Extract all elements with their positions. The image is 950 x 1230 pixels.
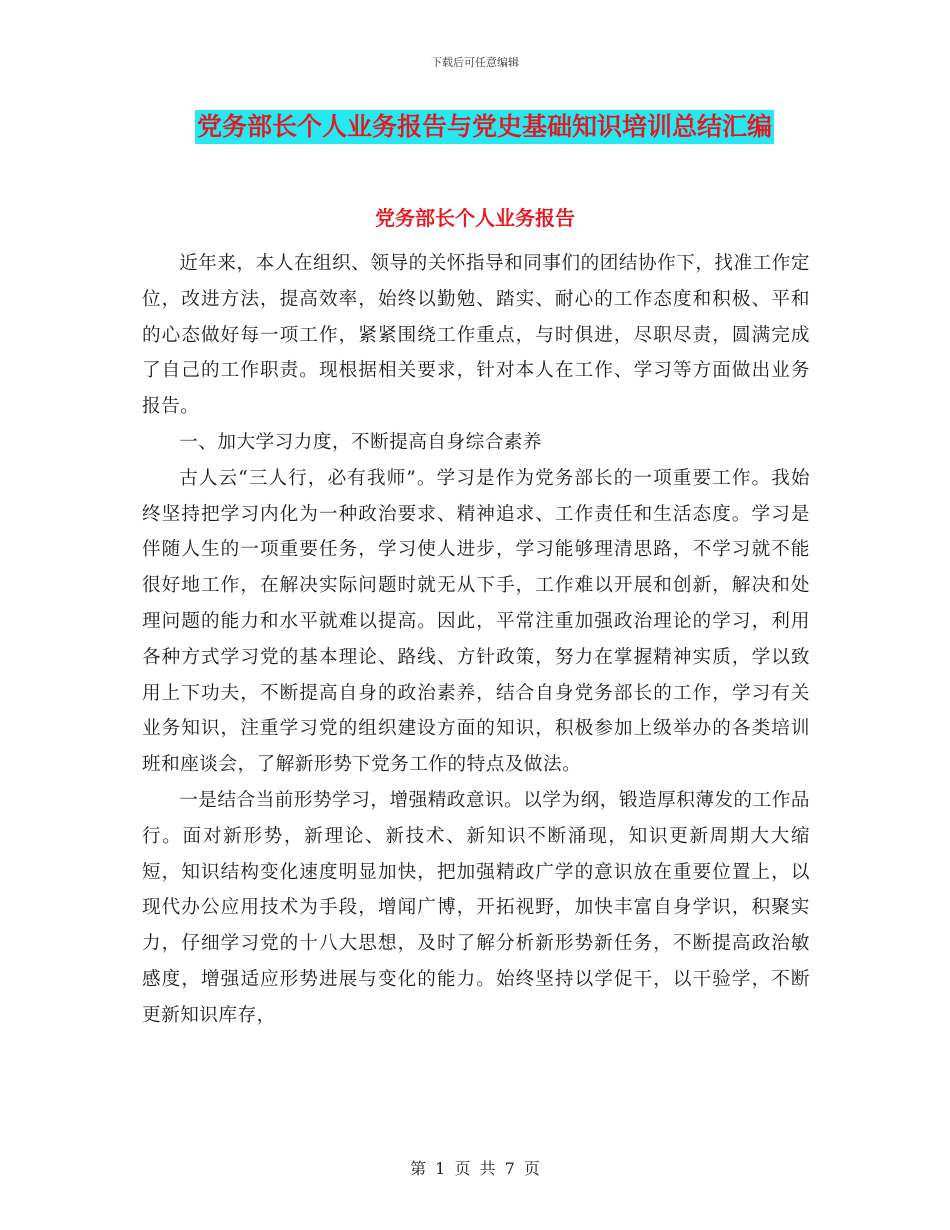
paragraph-point-1: 一是结合当前形势学习，增强精政意识。以学为纲，锻造厚积薄发的工作品行。面对新形势，新理论、新技术、新知识不断涌现，知识更新周期大大缩短，知识结构变化速度明显加快，把加强精政广学的意识放在重要位置上，以现代办公应用技术为手段，增闻广博，开拓视野，加快丰富自身学识，积聚实力，仔细学习党的十八大思想，及时了解分析新形势新任务，不断提高政治敏感度，增强适应形势进展与变化的能力。始终坚持以学促干，以干验学，不断更新知识库存， [142, 789, 810, 1026]
page-footer: 第 1 页 共 7 页 [410, 1159, 540, 1178]
paragraph-intro: 近年来，本人在组织、领导的关怀指导和同事们的团结协作下，找准工作定位，改进方法，提高效率，始终以勤勉、踏实、耐心的工作态度和积极、平和的心态做好每一项工作，紧紧围绕工作重点，与时俱进，尽职尽责，圆满完成了自己的工作职责。现根据相关要求，针对本人在工作、学习等方面做出业务报告。 [142, 253, 810, 418]
paragraph-heading-1: 一、加大学习力度，不断提高自身综合素养 [179, 431, 542, 453]
body-text [142, 246, 810, 1034]
document-title: 党务部长个人业务报告与党史基础知识培训总结汇编 [195, 110, 774, 144]
header-note: 下载后可任意编辑 [431, 56, 519, 69]
paragraph-study: 古人云“三人行，必有我师”。学习是作为党务部长的一项重要工作。我始终坚持把学习内化为一种政治要求、精神追求、工作责任和生活态度。学习是伴随人生的一项重要任务，学习使人进步，学习能够理清思路，不学习就不能很好地工作，在解决实际问题时就无从下手，工作难以开展和创新，解决和处理问题的能力和水平就难以提高。因此，平常注重加强政治理论的学习，利用各种方式学习党的基本理论、路线、方针政策，努力在掌握精神实质，学以致用上下功夫，不断提高自身的政治素养，结合自身党务部长的工作，学习有关业务知识，注重学习党的组织建设方面的知识，积极参加上级举办的各类培训班和座谈会，了解新形势下党务工作的特点及做法。 [142, 467, 810, 776]
section-title: 党务部长个人业务报告 [375, 206, 575, 230]
